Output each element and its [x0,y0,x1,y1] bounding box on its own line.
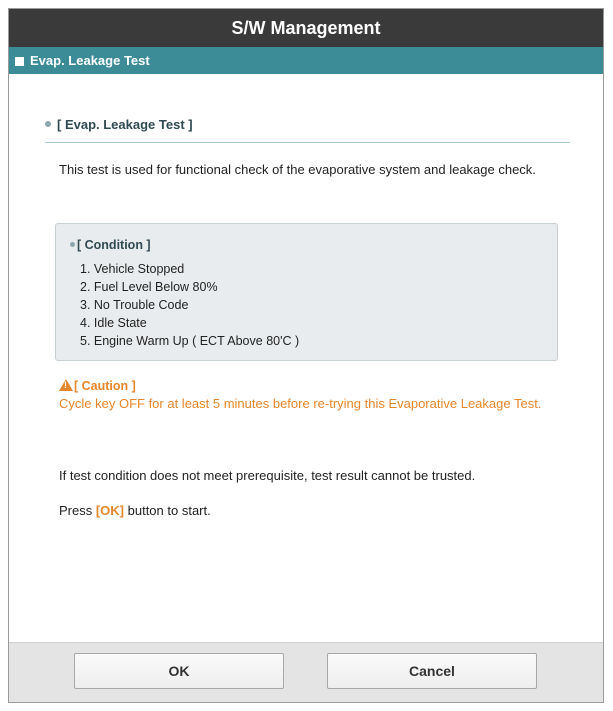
press-suffix: button to start. [124,503,211,518]
caution-text: Cycle key OFF for at least 5 minutes before re-trying this Evaporative Leakage Test. [59,396,542,411]
press-instruction [59,503,211,518]
press-prefix: Press [59,503,96,518]
prerequisite-note: If test condition does not meet prerequisite, test result cannot be trusted. [59,468,476,483]
condition-list [80,260,299,350]
warning-triangle-icon [59,379,73,391]
condition-item: 5. Engine Warm Up ( ECT Above 80'C ) [80,334,300,348]
square-bullet-icon [15,57,24,66]
condition-item: 1. Vehicle Stopped [80,262,185,276]
section-label: Evap. Leakage Test [30,53,150,68]
button-bar [9,642,603,702]
section-bar [9,47,603,74]
content-area [9,74,603,642]
caution-title-text: [ Caution ] [74,379,136,393]
test-heading [45,117,193,132]
press-ok-highlight: [OK] [95,503,125,518]
heading-divider [45,142,570,143]
bullet-dot-icon [70,242,75,247]
cancel-button[interactable]: Cancel [327,653,537,689]
test-description: This test is used for functional check of the evaporative system and leakage check. [59,162,536,177]
caution-title [59,379,559,393]
test-heading-text: [ Evap. Leakage Test ] [57,117,193,132]
ok-button[interactable]: OK [74,653,284,689]
dialog-window [8,8,604,703]
condition-box [55,223,558,361]
condition-title [70,238,151,252]
caution-block [59,379,559,413]
condition-item: 4. Idle State [80,316,147,330]
window-title: S/W Management [9,9,603,47]
bullet-dot-icon [45,121,51,127]
condition-item: 2. Fuel Level Below 80% [80,280,218,294]
condition-title-text: [ Condition ] [77,238,151,252]
condition-item: 3. No Trouble Code [80,298,189,312]
